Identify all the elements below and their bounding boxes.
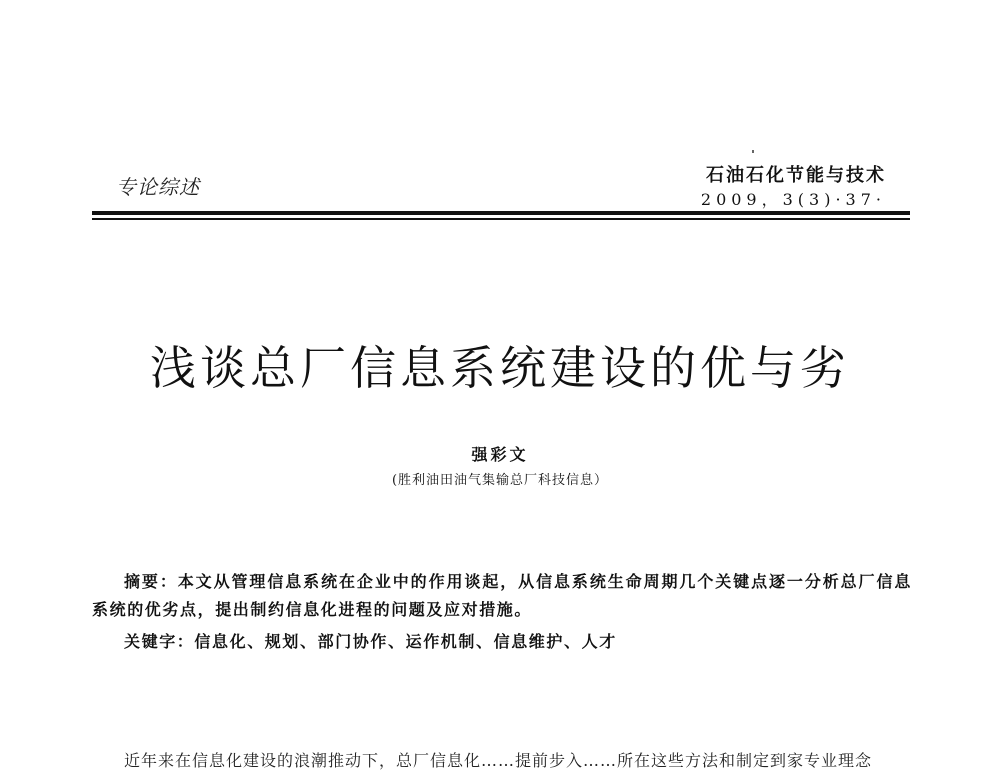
author-name: 强彩文 (471, 445, 529, 464)
keywords-line: 关键字：信息化、规划、部门协作、运作机制、信息维护、人才 (124, 632, 617, 651)
header-rule-thick (92, 211, 910, 215)
journal-issue: 2009，3(3)·37· (700, 190, 886, 209)
section-label: 专论综述 (116, 175, 200, 199)
body-text-first-line: 近年来在信息化建设的浪潮推动下，总厂信息化……提前步入……所在这些方法和制定到家专业理念 (124, 751, 873, 770)
article-title: 浅谈总厂信息系统建设的优与劣 (150, 341, 850, 395)
author-affiliation: (胜利油田油气集输总厂科技信息） (391, 473, 609, 488)
scan-artifact-mark (752, 150, 754, 153)
abstract-paragraph: 摘要：本文从管理信息系统在企业中的作用谈起，从信息系统生命周期几个关键点逐一分析总厂信息系统的优劣点，提出制约信息化进程的问题及应对措施。 (92, 572, 912, 619)
header-rule-thin (92, 218, 910, 220)
journal-name: 石油石化节能与技术 (706, 165, 886, 186)
